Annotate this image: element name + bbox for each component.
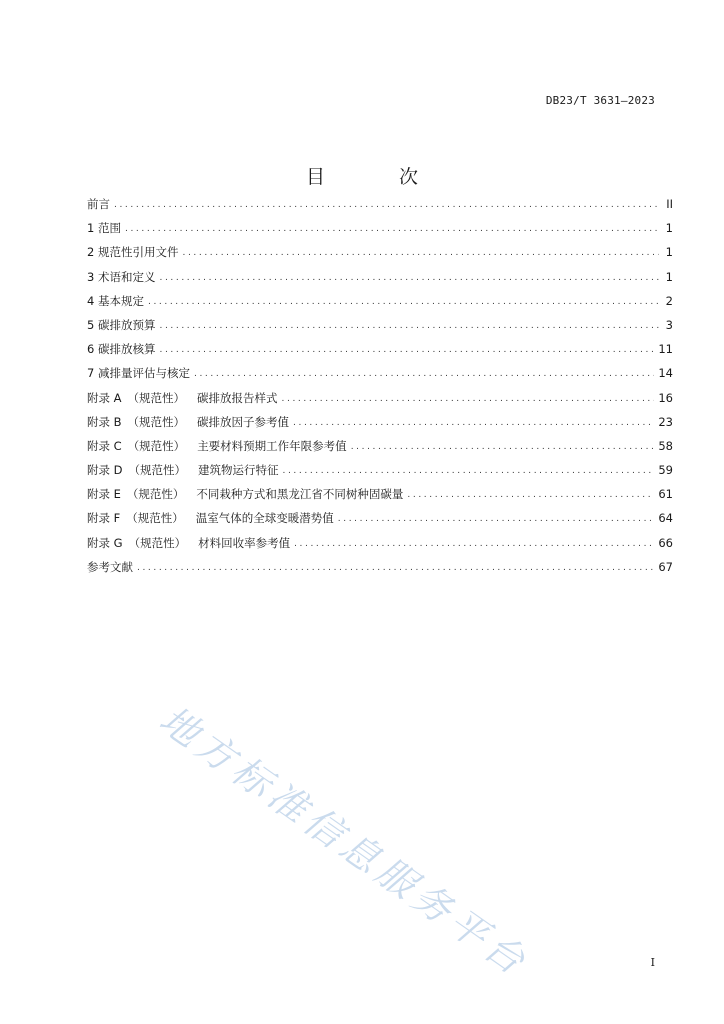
toc-entry-tag: （规范性） xyxy=(127,414,186,429)
toc-entry-page: 1 xyxy=(665,245,673,260)
dot-leader xyxy=(283,466,655,476)
toc-entry-tag: （规范性） xyxy=(126,487,185,502)
dot-leader xyxy=(282,394,655,404)
toc-entry-page: 3 xyxy=(665,317,673,332)
toc-entry-page: 66 xyxy=(658,535,673,550)
toc-entry[interactable] xyxy=(87,196,673,220)
toc-entry-name: 温室气体的全球变暖潜势值 xyxy=(195,511,334,526)
dot-leader xyxy=(351,442,655,452)
page-number: I xyxy=(650,956,655,969)
toc-entry[interactable] xyxy=(87,269,673,293)
toc-entry-label: 附录 A xyxy=(87,390,122,405)
toc-entry[interactable] xyxy=(87,220,673,244)
toc-entry-page: 1 xyxy=(665,269,673,284)
toc-entry-label: 2 规范性引用文件 xyxy=(87,245,179,260)
toc-entry-page: 16 xyxy=(658,390,673,405)
dot-leader xyxy=(407,490,654,500)
dot-leader xyxy=(137,563,654,573)
toc-entry-page: 1 xyxy=(665,221,673,236)
dot-leader xyxy=(194,369,654,379)
toc-entry[interactable] xyxy=(87,293,673,317)
toc-entry[interactable] xyxy=(87,414,673,438)
dot-leader xyxy=(182,248,659,258)
toc-entry-page: II xyxy=(666,197,673,211)
toc-entry-page: 23 xyxy=(658,414,673,429)
toc-entry-page: 11 xyxy=(658,342,673,357)
toc-entry-page: 2 xyxy=(665,293,673,308)
dot-leader xyxy=(148,297,659,307)
toc-entry-label: 附录 F xyxy=(87,511,121,526)
toc-entry-label: 附录 C xyxy=(87,438,122,453)
toc-entry-tag: （规范性） xyxy=(127,390,186,405)
toc-entry-name: 材料回收率参考值 xyxy=(198,535,291,550)
dot-leader xyxy=(294,539,654,549)
toc-entry-tag: （规范性） xyxy=(127,438,186,453)
toc-entry[interactable] xyxy=(87,341,673,365)
toc-entry-label: 附录 B xyxy=(87,414,122,429)
toc-entry-name: 碳排放因子参考值 xyxy=(197,414,290,429)
toc-entry[interactable] xyxy=(87,559,673,583)
toc-entry-name: 建筑物运行特征 xyxy=(198,463,279,478)
toc-entry-page: 58 xyxy=(658,438,673,453)
toc-entry-name: 不同栽种方式和黑龙江省不同树种固碳量 xyxy=(196,487,404,502)
toc-entry[interactable] xyxy=(87,390,673,414)
table-of-contents xyxy=(87,196,673,583)
watermark: 地方标准信息服务平台 xyxy=(151,697,538,986)
toc-entry-label: 4 基本规定 xyxy=(87,293,144,308)
toc-entry-label: 附录 E xyxy=(87,487,121,502)
toc-entry-tag: （规范性） xyxy=(128,463,187,478)
toc-entry-tag: （规范性） xyxy=(126,511,184,526)
document-code: DB23/T 3631—2023 xyxy=(545,94,655,107)
toc-entry[interactable] xyxy=(87,244,673,268)
dot-leader xyxy=(293,418,654,428)
toc-entry-name: 碳排放报告样式 xyxy=(197,390,278,405)
dot-leader xyxy=(338,514,655,524)
toc-entry-page: 67 xyxy=(658,559,673,574)
toc-entry-label: 附录 G xyxy=(87,535,123,550)
toc-entry-label: 5 碳排放预算 xyxy=(87,317,156,332)
toc-entry-page: 61 xyxy=(658,487,673,502)
toc-entry[interactable] xyxy=(87,438,673,462)
toc-entry-page: 14 xyxy=(658,366,673,381)
toc-title: 目 次 xyxy=(305,166,453,188)
toc-entry-label: 7 减排量评估与核定 xyxy=(87,366,190,381)
toc-entry-label: 6 碳排放核算 xyxy=(87,342,156,357)
toc-entry[interactable] xyxy=(87,365,673,389)
toc-entry-label: 参考文献 xyxy=(87,559,133,574)
toc-entry[interactable] xyxy=(87,510,673,534)
dot-leader xyxy=(114,200,659,210)
toc-entry-label: 3 术语和定义 xyxy=(87,269,156,284)
dot-leader xyxy=(159,345,654,355)
toc-entry-label: 附录 D xyxy=(87,463,123,478)
toc-entry-name: 主要材料预期工作年限参考值 xyxy=(197,438,347,453)
toc-entry[interactable] xyxy=(87,462,673,486)
dot-leader xyxy=(125,224,659,234)
toc-entry[interactable] xyxy=(87,317,673,341)
dot-leader xyxy=(159,321,659,331)
dot-leader xyxy=(159,273,659,283)
toc-entry-tag: （规范性） xyxy=(128,535,187,550)
toc-entry-label: 1 范围 xyxy=(87,221,121,236)
toc-entry[interactable] xyxy=(87,535,673,559)
toc-entry-page: 64 xyxy=(658,511,673,526)
toc-entry-label: 前言 xyxy=(87,197,110,211)
toc-entry[interactable] xyxy=(87,486,673,510)
toc-entry-page: 59 xyxy=(658,463,673,478)
